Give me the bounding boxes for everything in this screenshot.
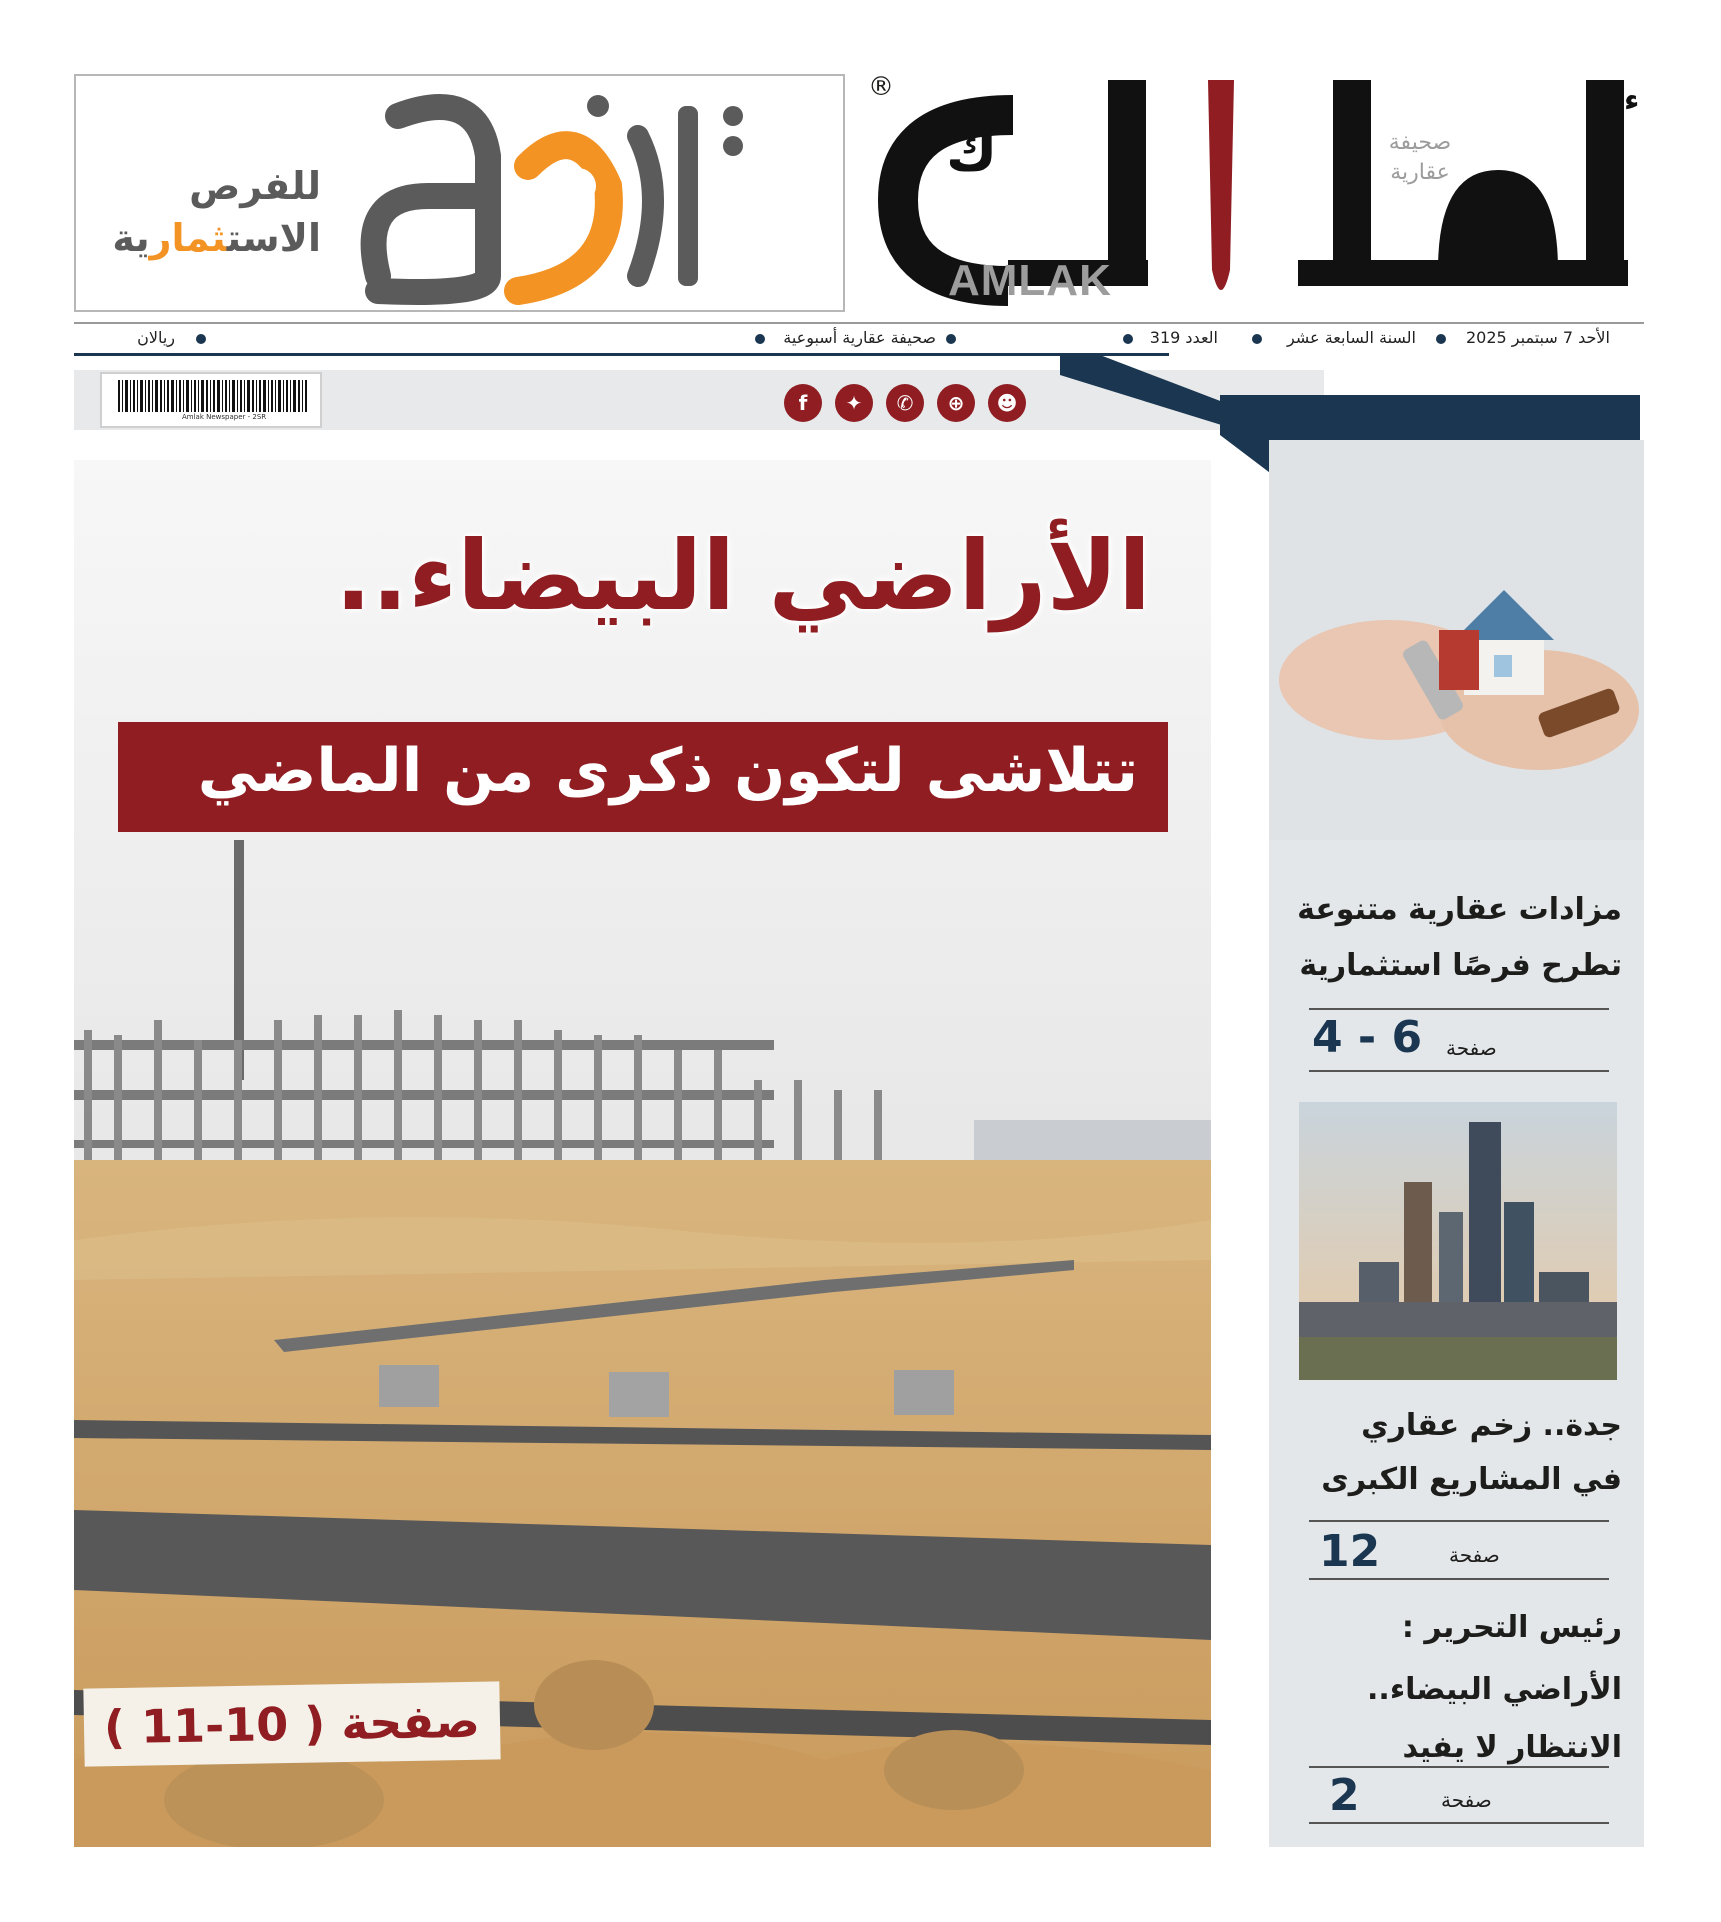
main-subhead: تتلاشى لتكون ذكرى من الماضي — [197, 736, 1138, 806]
house-keys-photo — [1269, 440, 1644, 840]
issue-year: السنة السابعة عشر — [1286, 328, 1416, 347]
story2-title-line2[interactable]: في المشاريع الكبرى — [1321, 1462, 1622, 1497]
bullet-icon — [196, 334, 206, 344]
svg-text:ك: ك — [946, 119, 998, 184]
story3-page-number[interactable]: 2 — [1329, 1770, 1360, 1821]
tagline-newspaper: صحيفة — [1388, 130, 1452, 155]
divider — [1309, 1520, 1609, 1522]
whatsapp-icon[interactable]: ✆ — [886, 384, 924, 422]
bullet-icon — [1252, 334, 1262, 344]
divider — [1309, 1766, 1609, 1768]
issue-date: الأحد 7 سبتمبر 2025 — [1466, 328, 1610, 347]
divider — [1309, 1578, 1609, 1580]
construction-land-photo — [74, 460, 1211, 1847]
main-headline: الأراضي البيضاء.. — [335, 520, 1151, 632]
story2-page-number[interactable]: 12 — [1319, 1526, 1381, 1577]
story1-page-label: صفحة — [1446, 1036, 1497, 1060]
story3-title-line3[interactable]: الانتظار لا يفيد — [1402, 1730, 1622, 1765]
twitter-icon[interactable]: ✦ — [835, 384, 873, 422]
story2-page-label: صفحة — [1449, 1543, 1500, 1567]
bullet-icon — [946, 334, 956, 344]
social-icons — [784, 384, 1026, 422]
barcode — [100, 372, 322, 428]
meta-divider — [74, 322, 1644, 324]
story1-page-number[interactable]: 4 - 6 — [1312, 1012, 1423, 1063]
barcode-caption: Amlak Newspaper - 2SR — [182, 413, 267, 421]
story3-title-line1[interactable]: رئيس التحرير : — [1401, 1610, 1622, 1645]
facebook-icon[interactable]: f — [784, 384, 822, 422]
story1-title-line1[interactable]: مزادات عقارية متنوعة — [1297, 892, 1622, 927]
ad-tagline-line1: للفرص — [189, 164, 321, 208]
paper-type: صحيفة عقارية أسبوعية — [783, 328, 936, 347]
tagline-realestate: عقارية — [1390, 160, 1450, 185]
ad-tagline-line2: الاستثمارية — [112, 216, 321, 260]
divider — [1309, 1008, 1609, 1010]
story3-page-label: صفحة — [1441, 1788, 1492, 1812]
sidebar — [1269, 440, 1644, 1847]
story3-title-line2[interactable]: الأراضي البيضاء.. — [1367, 1672, 1622, 1707]
registered-mark: ® — [868, 72, 894, 102]
bullet-icon — [755, 334, 765, 344]
story2-title-line1[interactable]: جدة.. زخم عقاري — [1361, 1408, 1622, 1443]
skyline-photo — [1299, 1102, 1617, 1380]
story1-title-line2[interactable]: تطرح فرصًا استثمارية — [1299, 948, 1622, 983]
paper-price: ريالان — [137, 328, 175, 347]
cover-photo — [74, 460, 1211, 1847]
main-page-reference[interactable]: صفحة ( 10-11 ) — [83, 1681, 500, 1766]
navy-rule — [74, 353, 1169, 356]
snapchat-icon[interactable]: ☻ — [988, 384, 1026, 422]
bullet-icon — [1436, 334, 1446, 344]
bullet-icon — [1123, 334, 1133, 344]
advertisement-banner[interactable] — [74, 74, 845, 312]
globe-icon[interactable]: ⊕ — [937, 384, 975, 422]
divider — [1309, 1070, 1609, 1072]
zawd-company-logo — [338, 76, 778, 312]
subhead-banner — [118, 722, 1168, 832]
issue-number: العدد 319 — [1149, 328, 1218, 347]
amlak-latin-name: AMLAK — [948, 256, 1112, 305]
svg-text:ء: ء — [1624, 83, 1640, 118]
divider — [1309, 1822, 1609, 1824]
